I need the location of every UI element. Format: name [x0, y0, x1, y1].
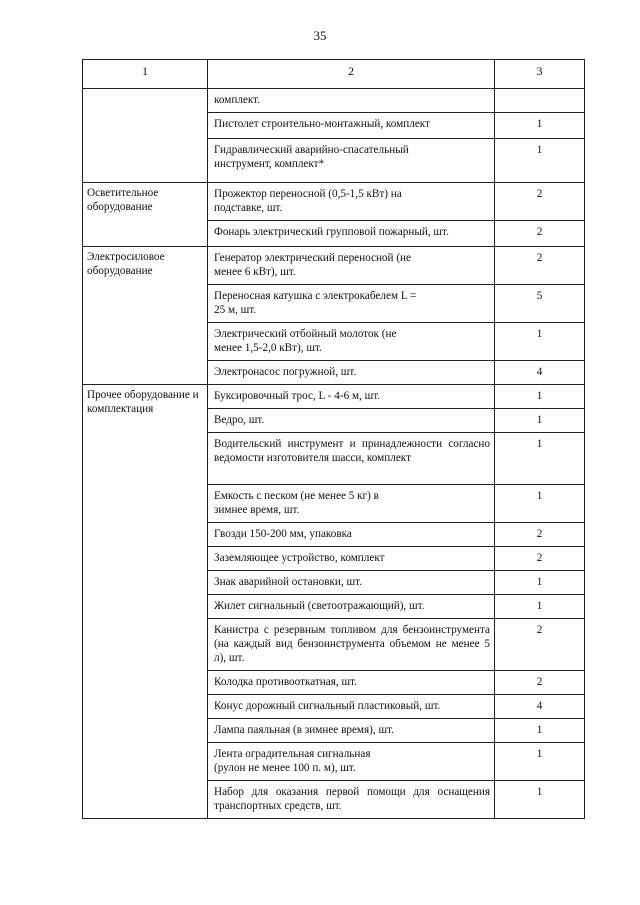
- category-cell: Электросиловое оборудование: [83, 247, 208, 385]
- item-qty: 1: [495, 743, 585, 781]
- table-row: [83, 247, 585, 285]
- item-qty: [495, 89, 585, 113]
- table-row: [83, 385, 585, 409]
- item-name: Набор для оказания первой помощи для оснащения транспортных средств, шт.: [208, 781, 495, 819]
- item-qty: 2: [495, 247, 585, 285]
- equipment-table: [82, 59, 585, 819]
- category-cell: Прочее оборудование и комплектация: [83, 385, 208, 819]
- item-qty: 2: [495, 523, 585, 547]
- item-qty: 1: [495, 433, 585, 485]
- item-qty: 1: [495, 385, 585, 409]
- item-name: Переносная катушка с электрокабелем L = 25 м, шт.: [208, 285, 495, 323]
- item-name: Жилет сигнальный (светоотражающий), шт.: [208, 595, 495, 619]
- item-name: Прожектор переносной (0,5-1,5 кВт) на подставке, шт.: [208, 183, 495, 221]
- item-name: Буксировочный трос, L - 4-6 м, шт.: [208, 385, 495, 409]
- item-qty: 1: [495, 139, 585, 183]
- item-qty: 1: [495, 595, 585, 619]
- item-name: Пистолет строительно-монтажный, комплект: [208, 113, 495, 139]
- item-name: Лампа паяльная (в зимнее время), шт.: [208, 719, 495, 743]
- item-name: Конус дорожный сигнальный пластиковый, шт.: [208, 695, 495, 719]
- item-name: Электронасос погружной, шт.: [208, 361, 495, 385]
- category-cell: [83, 89, 208, 183]
- item-qty: 2: [495, 183, 585, 221]
- item-name: Водительский инструмент и принадлежности согласно ведомости изготовителя шасси, комплект: [208, 433, 495, 485]
- item-qty: 2: [495, 671, 585, 695]
- item-qty: 5: [495, 285, 585, 323]
- item-qty: 4: [495, 361, 585, 385]
- item-name: Гидравлический аварийно-спасательный инструмент, комплект*: [208, 139, 495, 183]
- item-qty: 4: [495, 695, 585, 719]
- item-qty: 1: [495, 781, 585, 819]
- item-name: комплект.: [208, 89, 495, 113]
- item-qty: 2: [495, 619, 585, 671]
- item-name: Заземляющее устройство, комплект: [208, 547, 495, 571]
- item-qty: 2: [495, 221, 585, 247]
- item-qty: 1: [495, 571, 585, 595]
- column-header-3: 3: [495, 60, 585, 89]
- page-number: 35: [313, 28, 327, 43]
- table-body: [83, 89, 585, 819]
- item-name: Знак аварийной остановки, шт.: [208, 571, 495, 595]
- item-name: Электрический отбойный молоток (не менее 1,5-2,0 кВт), шт.: [208, 323, 495, 361]
- item-name: Гвозди 150-200 мм, упаковка: [208, 523, 495, 547]
- table-row: [83, 89, 585, 113]
- item-qty: 1: [495, 323, 585, 361]
- item-qty: 1: [495, 113, 585, 139]
- column-header-2: 2: [208, 60, 495, 89]
- item-qty: 1: [495, 409, 585, 433]
- item-qty: 1: [495, 485, 585, 523]
- item-name: Колодка противооткатная, шт.: [208, 671, 495, 695]
- item-qty: 2: [495, 547, 585, 571]
- item-name: Фонарь электрический групповой пожарный, шт.: [208, 221, 495, 247]
- item-name: Канистра с резервным топливом для бензоинструмента (на каждый вид бензоинструмента объемом не менее 5 л), шт.: [208, 619, 495, 671]
- table-header: [83, 60, 585, 89]
- item-name: Лента оградительная сигнальная (рулон не менее 100 п. м), шт.: [208, 743, 495, 781]
- item-name: Генератор электрический переносной (не менее 6 кВт), шт.: [208, 247, 495, 285]
- item-qty: 1: [495, 719, 585, 743]
- column-header-1: 1: [83, 60, 208, 89]
- item-name: Емкость с песком (не менее 5 кг) в зимнее время, шт.: [208, 485, 495, 523]
- item-name: Ведро, шт.: [208, 409, 495, 433]
- category-cell: Осветительное оборудование: [83, 183, 208, 247]
- table-row: [83, 183, 585, 221]
